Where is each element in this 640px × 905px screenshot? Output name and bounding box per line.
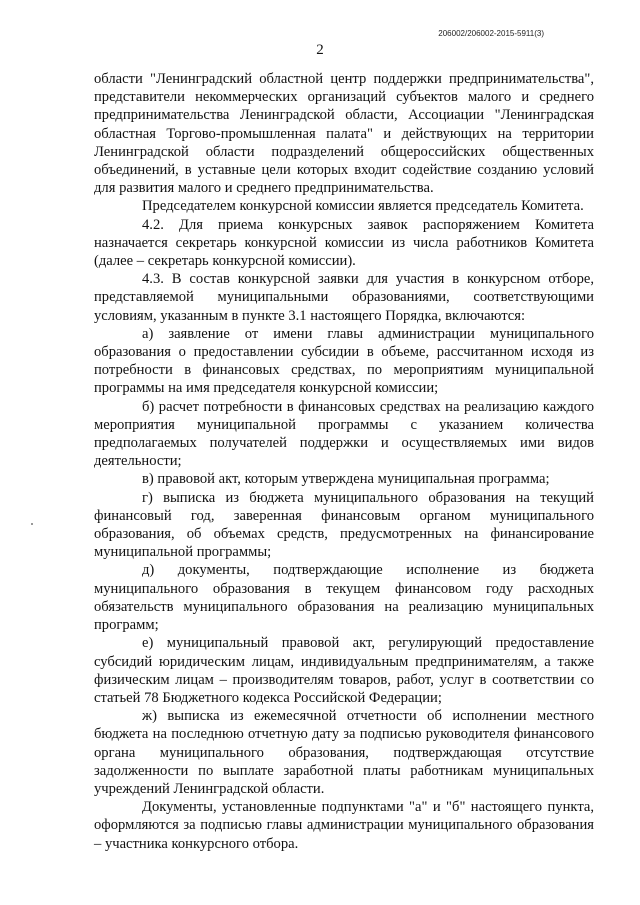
list-item-zh: ж) выписка из ежемесячной отчетности об исполнении местного бюджета на последнюю отчетную дату за подписью руководителя финансового органа муниципального образования, подтверждающая отсутствие задолженности по выплате заработной платы работникам муниципальных учреждений Ленинградской области.	[94, 708, 594, 797]
list-item-a: а) заявление от имени главы администрации муниципального образования о предоставлении субсидии в объеме, рассчитанном исходя из потребности в финансовых средствах, по мероприятиям муниципальной программы на имя председателя конкурсной комиссии;	[94, 325, 594, 397]
list-item-v: в) правовой акт, которым утверждена муниципальная программа;	[142, 471, 550, 488]
document-id: 206002/206002-2015-5911(3)	[438, 29, 544, 38]
list-item-d: д) документы, подтверждающие исполнение из бюджета муниципального образования в текущем финансовом году расходных обязательств муниципального образования на реализацию муниципальных программ;	[94, 562, 594, 634]
paragraph-4-2: 4.2. Для приема конкурсных заявок распоряжением Комитета назначается секретарь конкурсной комиссии из числа работников Комитета (далее – секретарь конкурсной комиссии).	[94, 216, 594, 270]
paragraph-4-3: 4.3. В состав конкурсной заявки для участия в конкурсном отборе, представляемой муниципальными образованиями, соответствующими условиям, указанным в пункте 3.1 настоящего Порядка, включаются:	[94, 271, 594, 324]
paragraph-continuation: области "Ленинградский областной центр поддержки предпринимательства", представители некоммерческих организаций субъектов малого и среднего предпринимательства Ленинградской области, Ассоциации "Ленинградская областная Торгово-промышленная палата" и действующих на территории Ленинградской области подразделений общероссийских общественных объединений, в уставные цели которых входит содействие созданию условий для развития малого и среднего предпринимательства.	[94, 71, 594, 197]
list-item-b: б) расчет потребности в финансовых средствах на реализацию каждого мероприятия муниципальной программы с указанием количества предполагаемых получателей поддержки и осуществляемых ими видов деятельности;	[94, 398, 594, 470]
list-item-e: е) муниципальный правовой акт, регулирующий предоставление субсидий юридическим лицам, индивидуальным предпринимателям, а также физическим лицам – производителям товаров, работ, услуг в соответствии со статьей 78 Бюджетного кодекса Российской Федерации;	[94, 635, 594, 706]
list-item-g: г) выписка из бюджета муниципального образования на текущий финансовый год, заверенная финансовым органом муниципального образования, об объемах средств, предусмотренных на финансирование муниципальной программы;	[94, 489, 594, 561]
document-body	[94, 70, 594, 853]
scan-mark	[31, 523, 33, 525]
paragraph-documents: Документы, установленные подпунктами "а" и "б" настоящего пункта, оформляются за подписью главы администрации муниципального образования – участника конкурсного отбора.	[94, 799, 594, 852]
page-number: 2	[316, 42, 324, 58]
paragraph-chairman: Председателем конкурсной комиссии является председатель Комитета.	[142, 198, 584, 215]
